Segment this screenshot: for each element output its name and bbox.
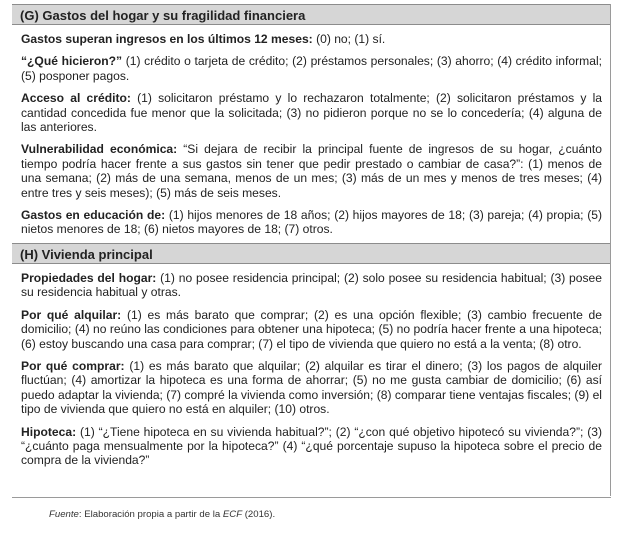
- section-header-g: (G) Gastos del hogar y su fragilidad financiera: [12, 4, 610, 25]
- entry-term: “¿Qué hicieron?”: [21, 54, 123, 69]
- section-header-h: (H) Vivienda principal: [12, 243, 610, 264]
- source-label: Fuente: [49, 509, 79, 520]
- entry-text: (1) solicitaron préstamo y lo rechazaron totalmente; (2) solicitaron préstamos y la cantidad concedida fue menor que la solicitada; (3) no pidieron porque no se lo concedería; (4) alguna de las anteriores.: [21, 91, 602, 135]
- source-text-before: : Elaboración propia a partir de la: [78, 509, 223, 520]
- entry-term: Gastos en educación de:: [21, 208, 166, 223]
- entry-term: Por qué alquilar:: [21, 307, 122, 322]
- entry-text: (1) no posee residencia principal; (2) solo posee su residencia habitual; (3) posee su residencia habitual y otras.: [21, 270, 602, 300]
- entry-que-hicieron: [12, 54, 610, 83]
- entry-por-que-comprar: [12, 359, 610, 417]
- entry-text: (1) “¿Tiene hipoteca en su vivienda habitual?”; (2) “¿con qué objetivo hipotecó su vivienda?”; (3) “¿cuánto paga mensualmente por la hipoteca?” (4) “¿qué porcentaje supuso la hipoteca sobre el precio de compra de la vivienda?”: [21, 424, 602, 468]
- entry-text: (1) crédito o tarjeta de crédito; (2) préstamos personales; (3) ahorro; (4) crédito informal; (5) posponer pagos.: [21, 54, 602, 83]
- entry-term: Por qué comprar:: [21, 358, 125, 373]
- entry-acceso-credito: [12, 91, 610, 134]
- source-text-after: (2016).: [242, 509, 276, 520]
- entry-gastos-educacion: [12, 208, 610, 237]
- entry-term: Propiedades del hogar:: [21, 270, 157, 285]
- entry-term: Gastos superan ingresos en los últimos 12 meses:: [21, 32, 313, 46]
- entry-text: (1) es más barato que alquilar; (2) alquilar es tirar el dinero; (3) los pagos de alquiler fluctúan; (4) amortizar la hipoteca es una forma de ahorrar; (5) no me gusta cambiar de domicilio; (6) así puedo adaptar la vivienda; (7) compré la vivienda como inversión; (8) comparar tiene ventajas fiscales; (9) el tipo de vivienda que quiero no está en alquiler; (10) otros.: [21, 358, 602, 417]
- entry-term: Vulnerabilidad económica:: [21, 142, 178, 157]
- entry-por-que-alquilar: [12, 308, 610, 351]
- entry-gastos-superan-ingresos: [12, 32, 610, 46]
- entry-propiedades: [12, 271, 610, 300]
- entry-vulnerabilidad: [12, 142, 610, 200]
- entry-hipoteca: [12, 425, 610, 468]
- table-frame: [12, 4, 611, 496]
- entry-text: (1) es más barato que comprar; (2) es una opción flexible; (3) cambio frecuente de domicilio; (4) no reúno las condiciones para obtener una hipoteca; (5) no podría hacer frente a una hipoteca; (6) estoy buscando una casa para comprar; (7) el tipo de vivienda que quiero no está a la venta; (8) otro.: [21, 307, 602, 351]
- entry-text: “Si dejara de recibir la principal fuente de ingresos de su hogar, ¿cuánto tiempo podría hacer frente a sus gastos sin tener que pedir prestado o cambiar de casa?”: (1) menos de una semana; (2) más de una semana, menos de un mes; (3) más de un mes y menos de tres meses; (4) entre tres y seis meses); (5) más de seis meses.: [21, 142, 602, 200]
- footer-divider: [12, 497, 611, 498]
- entry-text: (0) no; (1) sí.: [312, 32, 386, 46]
- entry-text: (1) hijos menores de 18 años; (2) hijos mayores de 18; (3) pareja; (4) propia; (5) nietos menores de 18; (6) nietos mayores de 18; (7) otros.: [21, 208, 603, 237]
- entry-term: Acceso al crédito:: [21, 91, 131, 106]
- source-note: [49, 509, 275, 520]
- entry-term: Hipoteca:: [21, 424, 77, 439]
- survey-name: ECF: [222, 509, 243, 520]
